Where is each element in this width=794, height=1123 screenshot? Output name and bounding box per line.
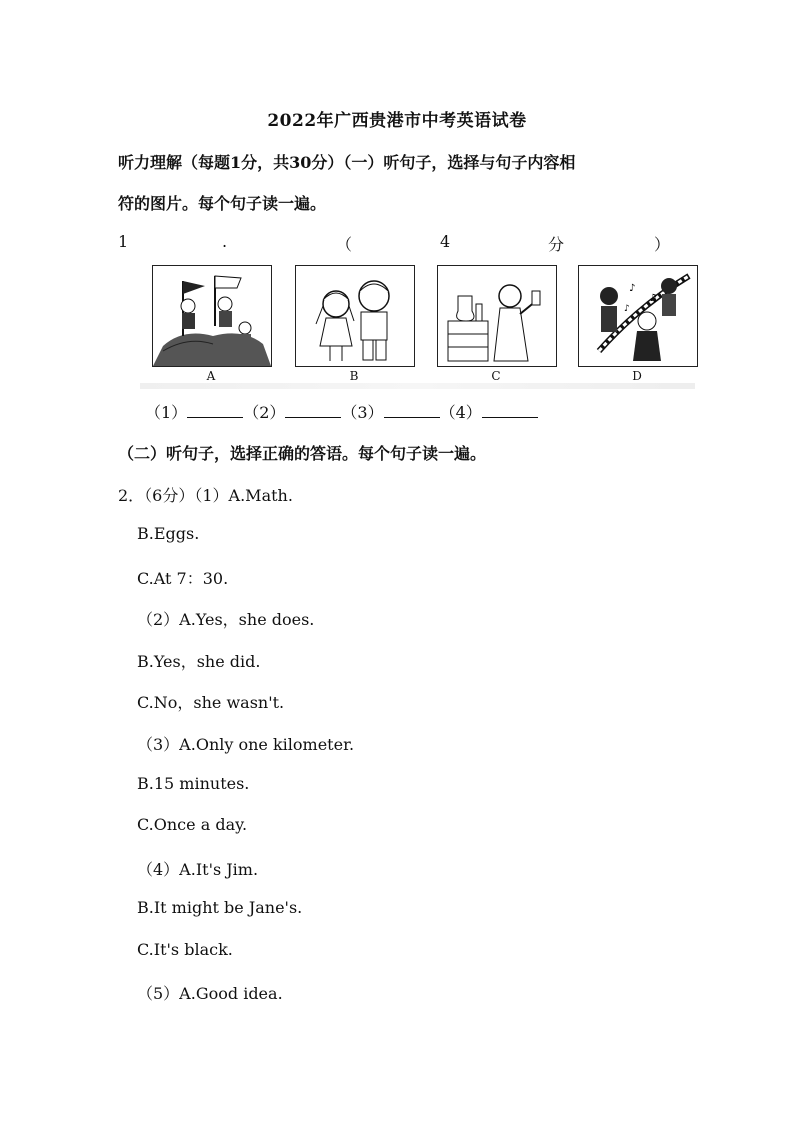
section-2-header: （二）听句子，选择正确的答语。每个句子读一遍。: [118, 444, 487, 463]
blank-label-3: （3）: [341, 403, 384, 422]
question-1-pictures: [150, 265, 695, 390]
blank-label-4: （4）: [439, 403, 482, 422]
answer-option: C.No，she wasn't.: [137, 693, 285, 712]
musicians-icon: [579, 266, 697, 366]
page-title: 2022年广西贵港市中考英语试卷: [267, 111, 527, 131]
question-1-dot: .: [222, 232, 228, 251]
answer-blank-4[interactable]: [482, 403, 538, 418]
answer-option: C.It's black.: [137, 940, 233, 959]
mountain-climbers-icon: [153, 266, 271, 366]
question-1-answer-blanks: [145, 400, 538, 423]
answer-option: B.Eggs.: [137, 524, 200, 543]
answer-blank-2[interactable]: [285, 403, 341, 418]
musicians-picture: [578, 265, 698, 367]
scan-shadow-strip: [140, 383, 695, 389]
sub-question-line: （5）A.Good idea.: [137, 984, 283, 1003]
svg-text:♪: ♪: [629, 283, 636, 294]
question-1-header: [118, 232, 678, 254]
blank-label-1: （1）: [145, 403, 188, 422]
question-1-open-paren: （: [336, 235, 353, 254]
two-children-picture: [295, 265, 415, 367]
svg-text:♪: ♪: [624, 304, 630, 314]
scientist-lab-icon: [438, 266, 556, 366]
question-1-close-paren: ）: [654, 235, 671, 254]
listening-header-line1: 听力理解（每题1分，共30分）（一）听句子，选择与句子内容相: [118, 153, 576, 172]
answer-option: B.Yes，she did.: [137, 652, 261, 671]
question-1-points: 4: [440, 232, 451, 251]
blank-label-2: （2）: [243, 403, 286, 422]
sub-question-line: （4）A.It's Jim.: [137, 860, 259, 879]
answer-option: C.At 7：30.: [137, 569, 229, 588]
two-children-icon: [296, 266, 414, 366]
listening-header-line2: 符的图片。每个句子读一遍。: [118, 194, 327, 213]
sub-question-line: （2）A.Yes，she does.: [137, 610, 315, 629]
answer-blank-3[interactable]: [384, 403, 440, 418]
answer-option: B.15 minutes.: [137, 774, 250, 793]
question-1-number: 1: [118, 232, 129, 251]
mountain-climbers-flag-picture: [152, 265, 272, 367]
svg-text:♫: ♫: [649, 293, 658, 304]
answer-blank-1[interactable]: [187, 403, 243, 418]
scientist-lab-picture: [437, 265, 557, 367]
answer-option: B.It might be Jane's.: [137, 898, 303, 917]
sub-question-line: （3）A.Only one kilometer.: [137, 735, 355, 754]
picture-label-b: B: [349, 369, 359, 383]
picture-label-c: C: [491, 369, 501, 383]
answer-option: C.Once a day.: [137, 815, 248, 834]
picture-label-a: A: [206, 369, 216, 383]
question-1-fen: 分: [548, 235, 565, 254]
picture-label-d: D: [632, 369, 642, 383]
question-2-line: 2．（6分）（1）A.Math.: [118, 486, 293, 505]
